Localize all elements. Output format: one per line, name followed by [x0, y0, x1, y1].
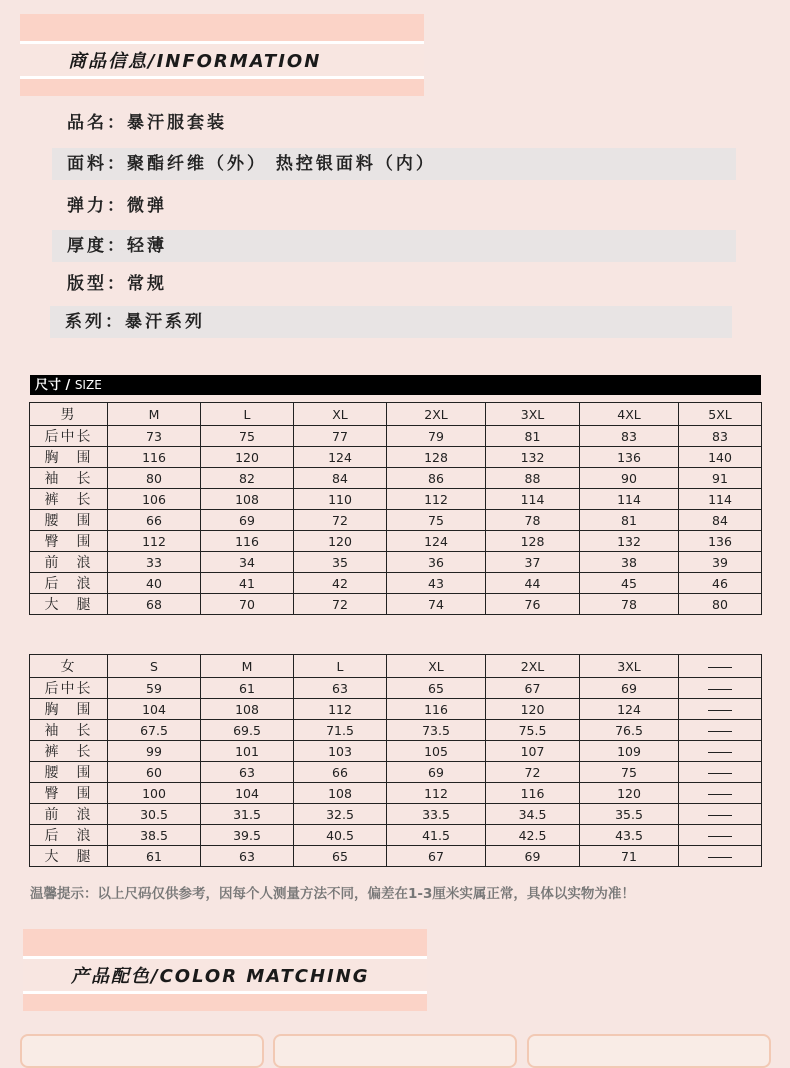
value-cell: 69 [201, 510, 294, 531]
value-cell: 69 [580, 678, 679, 699]
value-cell [679, 678, 762, 699]
value-cell: S [108, 655, 201, 678]
value-cell: 76.5 [580, 720, 679, 741]
dash-placeholder [708, 689, 732, 690]
value-cell: 79 [387, 426, 486, 447]
value-cell: 46 [679, 573, 762, 594]
value-cell [679, 846, 762, 867]
row-label-cell: 裤 长 [30, 741, 108, 762]
value-cell: 3XL [486, 403, 580, 426]
value-cell: M [201, 655, 294, 678]
value-cell: 105 [387, 741, 486, 762]
table-row [30, 825, 762, 846]
value-cell: 112 [387, 783, 486, 804]
value-cell: 112 [387, 489, 486, 510]
value-cell: 36 [387, 552, 486, 573]
value-cell: 33 [108, 552, 201, 573]
value-cell: 99 [108, 741, 201, 762]
value-cell: 84 [294, 468, 387, 489]
value-cell: 132 [580, 531, 679, 552]
information-title: 商品信息/INFORMATION [68, 51, 322, 72]
value-cell: 35.5 [580, 804, 679, 825]
value-cell: 45 [580, 573, 679, 594]
value-cell: 69 [486, 846, 580, 867]
value-cell: 80 [108, 468, 201, 489]
value-cell: 39.5 [201, 825, 294, 846]
size-tip: 温馨提示：以上尺码仅供参考，因每个人测量方法不同，偏差在1-3厘米实属正常，具体以实物为准！ [30, 886, 635, 902]
row-label-cell: 胸 围 [30, 699, 108, 720]
value-cell: 42 [294, 573, 387, 594]
size-header-bar [30, 375, 761, 395]
value-cell: 67.5 [108, 720, 201, 741]
value-cell: 73 [108, 426, 201, 447]
table-row [30, 447, 762, 468]
row-label-cell: 前 浪 [30, 552, 108, 573]
value-cell [679, 804, 762, 825]
value-cell: 3XL [580, 655, 679, 678]
value-cell: 108 [201, 699, 294, 720]
row-label-cell: 腰 围 [30, 762, 108, 783]
value-cell: 128 [486, 531, 580, 552]
row-label-cell: 大 腿 [30, 594, 108, 615]
value-cell: L [294, 655, 387, 678]
value-cell: 75 [201, 426, 294, 447]
table-row [30, 426, 762, 447]
table-row [30, 762, 762, 783]
table-header-row [30, 403, 762, 426]
table-row [30, 720, 762, 741]
value-cell: 70 [201, 594, 294, 615]
value-cell: 100 [108, 783, 201, 804]
table-row [30, 510, 762, 531]
value-cell: 112 [108, 531, 201, 552]
value-cell: 120 [201, 447, 294, 468]
value-cell: 75.5 [486, 720, 580, 741]
value-cell: 116 [486, 783, 580, 804]
value-cell: 61 [108, 846, 201, 867]
size-header-cn: 尺寸 / [35, 378, 75, 393]
value-cell: 35 [294, 552, 387, 573]
value-cell: 75 [387, 510, 486, 531]
value-cell: 2XL [486, 655, 580, 678]
value-cell: 81 [486, 426, 580, 447]
dash-placeholder [708, 731, 732, 732]
value-cell: 120 [486, 699, 580, 720]
value-cell: 132 [486, 447, 580, 468]
value-cell: 71 [580, 846, 679, 867]
value-cell: 128 [387, 447, 486, 468]
value-cell: 83 [679, 426, 762, 447]
value-cell: 124 [580, 699, 679, 720]
value-cell: 63 [201, 762, 294, 783]
size-header-en: SIZE [74, 378, 102, 392]
row-label-cell: 后中长 [30, 678, 108, 699]
value-cell: 65 [387, 678, 486, 699]
dash-placeholder [708, 752, 732, 753]
value-cell: 106 [108, 489, 201, 510]
row-label-cell: 胸 围 [30, 447, 108, 468]
value-cell: 80 [679, 594, 762, 615]
value-cell: 114 [679, 489, 762, 510]
table-row [30, 699, 762, 720]
value-cell: 107 [486, 741, 580, 762]
dash-placeholder [708, 836, 732, 837]
table-row [30, 741, 762, 762]
info-row-series: 系列：暴汗系列 [50, 306, 732, 338]
value-cell: 91 [679, 468, 762, 489]
value-cell: 120 [580, 783, 679, 804]
value-cell: 72 [486, 762, 580, 783]
value-cell: 108 [294, 783, 387, 804]
value-cell: 72 [294, 594, 387, 615]
value-cell: 69 [387, 762, 486, 783]
value-cell: XL [294, 403, 387, 426]
value-cell [679, 741, 762, 762]
color-card [527, 1034, 771, 1068]
value-cell: 4XL [580, 403, 679, 426]
value-cell: M [108, 403, 201, 426]
row-label-cell: 臀 围 [30, 531, 108, 552]
value-cell [679, 825, 762, 846]
value-cell: 78 [486, 510, 580, 531]
value-cell: 5XL [679, 403, 762, 426]
value-cell: 136 [679, 531, 762, 552]
value-cell: 116 [201, 531, 294, 552]
value-cell: 112 [294, 699, 387, 720]
value-cell: 40.5 [294, 825, 387, 846]
table-row [30, 489, 762, 510]
color-card [273, 1034, 517, 1068]
value-cell: 60 [108, 762, 201, 783]
color-matching-banner [23, 929, 427, 1011]
color-card [20, 1034, 264, 1068]
value-cell: 74 [387, 594, 486, 615]
value-cell: 124 [294, 447, 387, 468]
table-row [30, 783, 762, 804]
row-label-cell: 袖 长 [30, 720, 108, 741]
value-cell: 67 [387, 846, 486, 867]
value-cell: 34.5 [486, 804, 580, 825]
info-row-elasticity: 弹力：微弹 [67, 196, 167, 216]
value-cell: 114 [486, 489, 580, 510]
color-cards-row [0, 1030, 790, 1042]
value-cell: 101 [201, 741, 294, 762]
value-cell: 66 [294, 762, 387, 783]
value-cell: 2XL [387, 403, 486, 426]
value-cell: 75 [580, 762, 679, 783]
value-cell: 59 [108, 678, 201, 699]
value-cell: 82 [201, 468, 294, 489]
row-label-cell: 后中长 [30, 426, 108, 447]
value-cell: 136 [580, 447, 679, 468]
dash-placeholder [708, 773, 732, 774]
value-cell: 71.5 [294, 720, 387, 741]
value-cell: 39 [679, 552, 762, 573]
value-cell: 110 [294, 489, 387, 510]
info-row-name: 品名：暴汗服套装 [67, 113, 227, 133]
value-cell: 30.5 [108, 804, 201, 825]
value-cell: 120 [294, 531, 387, 552]
value-cell: 41.5 [387, 825, 486, 846]
value-cell: XL [387, 655, 486, 678]
row-label-cell: 后 浪 [30, 573, 108, 594]
value-cell: 31.5 [201, 804, 294, 825]
value-cell: 109 [580, 741, 679, 762]
row-label-cell: 裤 长 [30, 489, 108, 510]
value-cell [679, 720, 762, 741]
value-cell: 38 [580, 552, 679, 573]
row-label-cell: 大 腿 [30, 846, 108, 867]
value-cell: 44 [486, 573, 580, 594]
dash-placeholder [708, 794, 732, 795]
value-cell: 43.5 [580, 825, 679, 846]
value-cell: 43 [387, 573, 486, 594]
value-cell: 103 [294, 741, 387, 762]
value-cell: 114 [580, 489, 679, 510]
value-cell: 63 [294, 678, 387, 699]
table-row [30, 552, 762, 573]
value-cell: 63 [201, 846, 294, 867]
value-cell: 40 [108, 573, 201, 594]
value-cell: 68 [108, 594, 201, 615]
table-row [30, 678, 762, 699]
info-row-fabric: 面料：聚酯纤维（外） 热控银面料（内） [52, 148, 736, 180]
row-label-cell: 袖 长 [30, 468, 108, 489]
value-cell: L [201, 403, 294, 426]
value-cell: 104 [108, 699, 201, 720]
value-cell: 78 [580, 594, 679, 615]
value-cell: 83 [580, 426, 679, 447]
value-cell: 37 [486, 552, 580, 573]
dash-placeholder [708, 667, 732, 668]
value-cell: 61 [201, 678, 294, 699]
table-row [30, 573, 762, 594]
value-cell: 33.5 [387, 804, 486, 825]
value-cell: 32.5 [294, 804, 387, 825]
value-cell: 65 [294, 846, 387, 867]
value-cell: 34 [201, 552, 294, 573]
value-cell: 41 [201, 573, 294, 594]
info-row-thickness: 厚度：轻薄 [52, 230, 736, 262]
women-size-table [29, 654, 762, 867]
color-matching-title: 产品配色/COLOR MATCHING [71, 966, 370, 987]
row-label-cell: 男 [30, 403, 108, 426]
value-cell [679, 762, 762, 783]
value-cell [679, 655, 762, 678]
dash-placeholder [708, 815, 732, 816]
value-cell: 73.5 [387, 720, 486, 741]
men-size-table [29, 402, 762, 615]
value-cell: 124 [387, 531, 486, 552]
value-cell [679, 699, 762, 720]
table-header-row [30, 655, 762, 678]
value-cell: 81 [580, 510, 679, 531]
value-cell: 140 [679, 447, 762, 468]
value-cell: 72 [294, 510, 387, 531]
value-cell: 66 [108, 510, 201, 531]
value-cell: 69.5 [201, 720, 294, 741]
value-cell: 86 [387, 468, 486, 489]
value-cell: 88 [486, 468, 580, 489]
value-cell: 116 [387, 699, 486, 720]
table-row [30, 468, 762, 489]
dash-placeholder [708, 710, 732, 711]
table-row [30, 804, 762, 825]
table-row [30, 594, 762, 615]
value-cell: 84 [679, 510, 762, 531]
value-cell: 104 [201, 783, 294, 804]
value-cell: 42.5 [486, 825, 580, 846]
table-row [30, 531, 762, 552]
row-label-cell: 臀 围 [30, 783, 108, 804]
value-cell: 90 [580, 468, 679, 489]
row-label-cell: 后 浪 [30, 825, 108, 846]
row-label-cell: 腰 围 [30, 510, 108, 531]
row-label-cell: 前 浪 [30, 804, 108, 825]
dash-placeholder [708, 857, 732, 858]
value-cell: 116 [108, 447, 201, 468]
row-label-cell: 女 [30, 655, 108, 678]
value-cell: 67 [486, 678, 580, 699]
value-cell: 108 [201, 489, 294, 510]
value-cell: 77 [294, 426, 387, 447]
table-row [30, 846, 762, 867]
information-banner [20, 14, 424, 96]
info-row-fit: 版型：常规 [67, 274, 167, 294]
value-cell: 76 [486, 594, 580, 615]
value-cell: 38.5 [108, 825, 201, 846]
value-cell [679, 783, 762, 804]
